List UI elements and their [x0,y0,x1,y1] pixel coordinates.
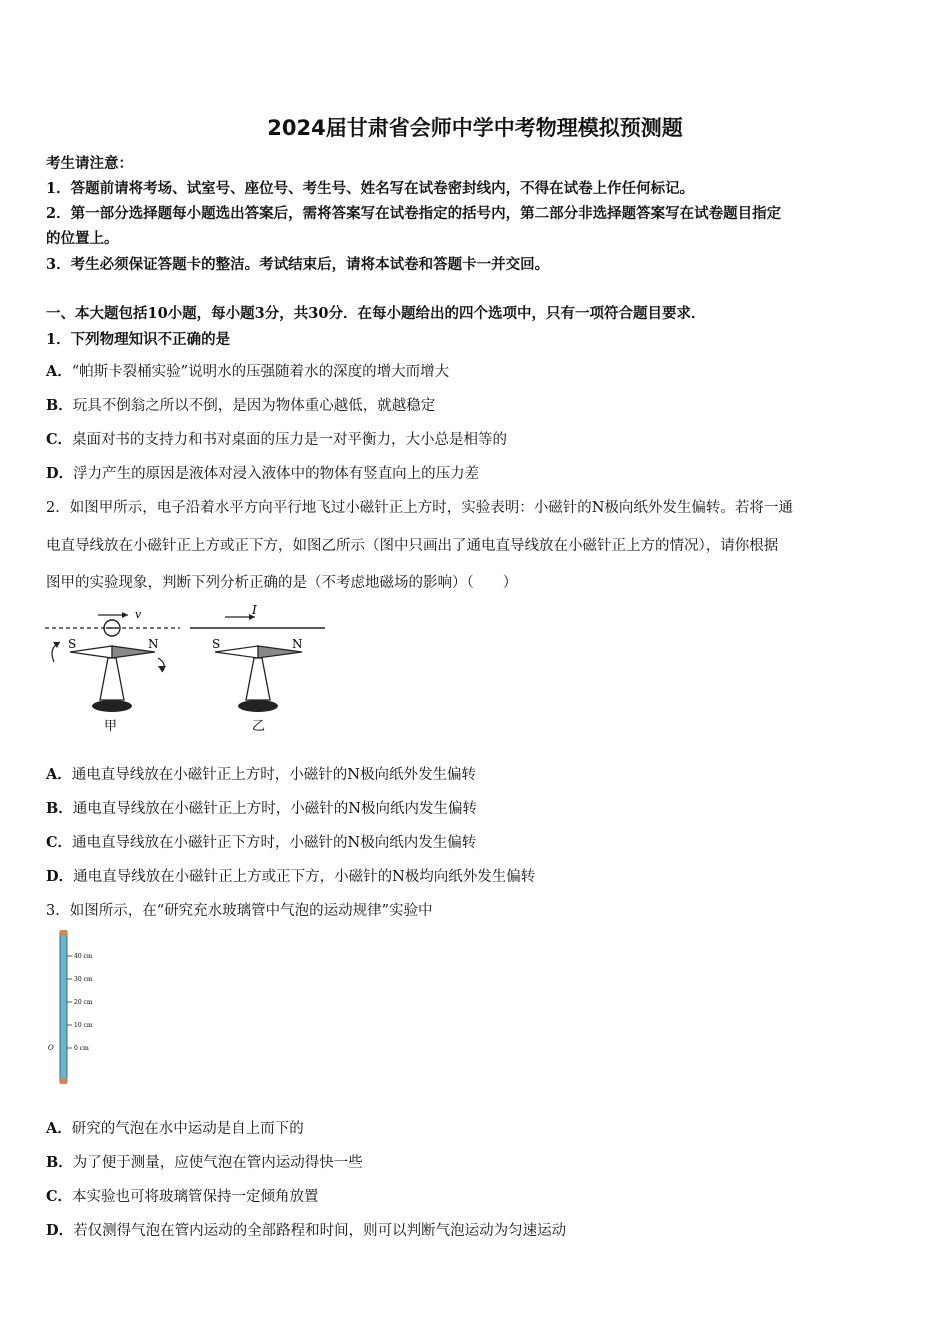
option-text: 桌面对书的支持力和书对桌面的压力是一对平衡力，大小总是相等的 [72,432,508,448]
option-text: 本实验也可将玻璃管保持一定倾角放置 [72,1189,319,1205]
tube-bottom-cap [60,1078,67,1084]
option-text: 研究的气泡在水中运动是自上而下的 [71,1121,304,1137]
current-label: I [252,603,257,617]
option-label: B． [46,800,73,817]
q2-stem-line-2: 电直导线放在小磁针正上方或正下方，如图乙所示（图中只画出了通电直导线放在小磁针正上方的情况），请你根据 [46,538,779,554]
q3-stem: 3．如图所示，在“研究充水玻璃管中气泡的运动规律”实验中 [46,903,433,919]
figure-jia-label: 甲 [104,719,118,734]
velocity-arrow-head [122,612,128,618]
q1-option-d[interactable] [46,462,479,483]
option-label: A． [46,363,72,380]
notice-item-2-cont: 的位置上。 [46,230,119,247]
right-needle-s [215,646,258,658]
left-compass-stand [100,658,124,700]
left-compass-base [92,700,132,712]
option-text: 若仅测得气泡在管内运动的全部路程和时间，则可以判断气泡运动为匀速运动 [73,1223,567,1239]
page-title: 2024届甘肃省会师中学中考物理模拟预测题 [267,116,683,140]
notice-heading: 考生请注意： [46,155,133,172]
figure-yi-label: 乙 [252,719,266,734]
right-s-pole: S [212,637,221,651]
notice-item-2: 2．第一部分选择题每小题选出答案后，需将答案写在试卷指定的括号内，第二部分非选择题答案写在试卷题目指定 [46,205,782,222]
tick-label-30: 30 cm [74,976,93,983]
notice-item-3: 3．考生必须保证答题卡的整洁。考试结束后，请将本试卷和答题卡一并交回。 [46,256,550,273]
option-text: 通电直导线放在小磁针正下方时，小磁针的N极向纸内发生偏转 [72,835,477,851]
q3-glass-tube-figure [44,928,114,1088]
option-label: A． [46,766,72,783]
option-text: 通电直导线放在小磁针正上方或正下方，小磁针的N极均向纸外发生偏转 [73,869,536,885]
q2-stem-line-1: 2．如图甲所示，电子沿着水平方向平行地飞过小磁针正上方时，实验表明：小磁针的N极向纸外发生偏转。若将一通 [46,500,793,516]
notice-item-1: 1．答题前请将考场、试室号、座位号、考生号、姓名写在试卷密封线内，不得在试卷上作任何标记。 [46,180,695,197]
q2-compass-figure [40,600,330,740]
option-label: A． [46,1120,72,1137]
q2-option-c[interactable] [46,831,476,852]
right-rotation-arrow-head [158,666,166,672]
glass-tube [60,932,67,1082]
option-text: 通电直导线放在小磁针正上方时，小磁针的N极向纸内发生偏转 [72,801,477,817]
option-label: B． [46,1154,73,1171]
option-label: D． [46,868,74,885]
option-text: 玩具不倒翁之所以不倒，是因为物体重心越低，就越稳定 [72,398,436,414]
origin-label: O [48,1044,54,1052]
left-n-pole: N [148,637,159,651]
option-text: 为了便于测量，应使气泡在管内运动得快一些 [72,1155,363,1171]
right-compass-stand [246,658,270,700]
right-n-pole: N [292,637,303,651]
option-label: D． [46,1222,74,1239]
q1-option-a[interactable] [46,360,449,381]
option-text: 浮力产生的原因是液体对浸入液体中的物体有竖直向上的压力差 [73,466,480,482]
tube-top-cap [60,930,67,936]
velocity-label: v [135,608,142,621]
option-text: “帕斯卡裂桶实验”说明水的压强随着水的深度的增大而增大 [71,364,450,380]
q1-option-c[interactable] [46,428,507,449]
q2-option-b[interactable] [46,797,477,818]
q2-option-a[interactable] [46,763,476,784]
option-label: C． [46,431,73,448]
q2-stem-line-3: 图甲的实验现象，判断下列分析正确的是（不考虑地磁场的影响）（ ） [46,575,518,591]
q1-stem: 1．下列物理知识不正确的是 [46,331,231,348]
q3-option-d[interactable] [46,1219,566,1240]
section-heading: 一、本大题包括10小题，每小题3分，共30分．在每小题给出的四个选项中，只有一项符合题目要求． [46,305,706,322]
tick-label-0: 0 cm [74,1045,89,1052]
q3-option-b[interactable] [46,1151,363,1172]
option-label: D． [46,465,74,482]
tick-label-40: 40 cm [74,953,93,960]
tick-label-20: 20 cm [74,999,93,1006]
left-needle-s [70,646,112,658]
option-label: B． [46,397,73,414]
option-label: C． [46,1188,73,1205]
left-s-pole: S [68,637,77,651]
q2-option-d[interactable] [46,865,535,886]
q3-option-c[interactable] [46,1185,319,1206]
option-text: 通电直导线放在小磁针正上方时，小磁针的N极向纸外发生偏转 [71,767,476,783]
q3-option-a[interactable] [46,1117,304,1138]
right-compass-base [238,700,278,712]
q1-option-b[interactable] [46,394,435,415]
tick-label-10: 10 cm [74,1022,93,1029]
option-label: C． [46,834,73,851]
